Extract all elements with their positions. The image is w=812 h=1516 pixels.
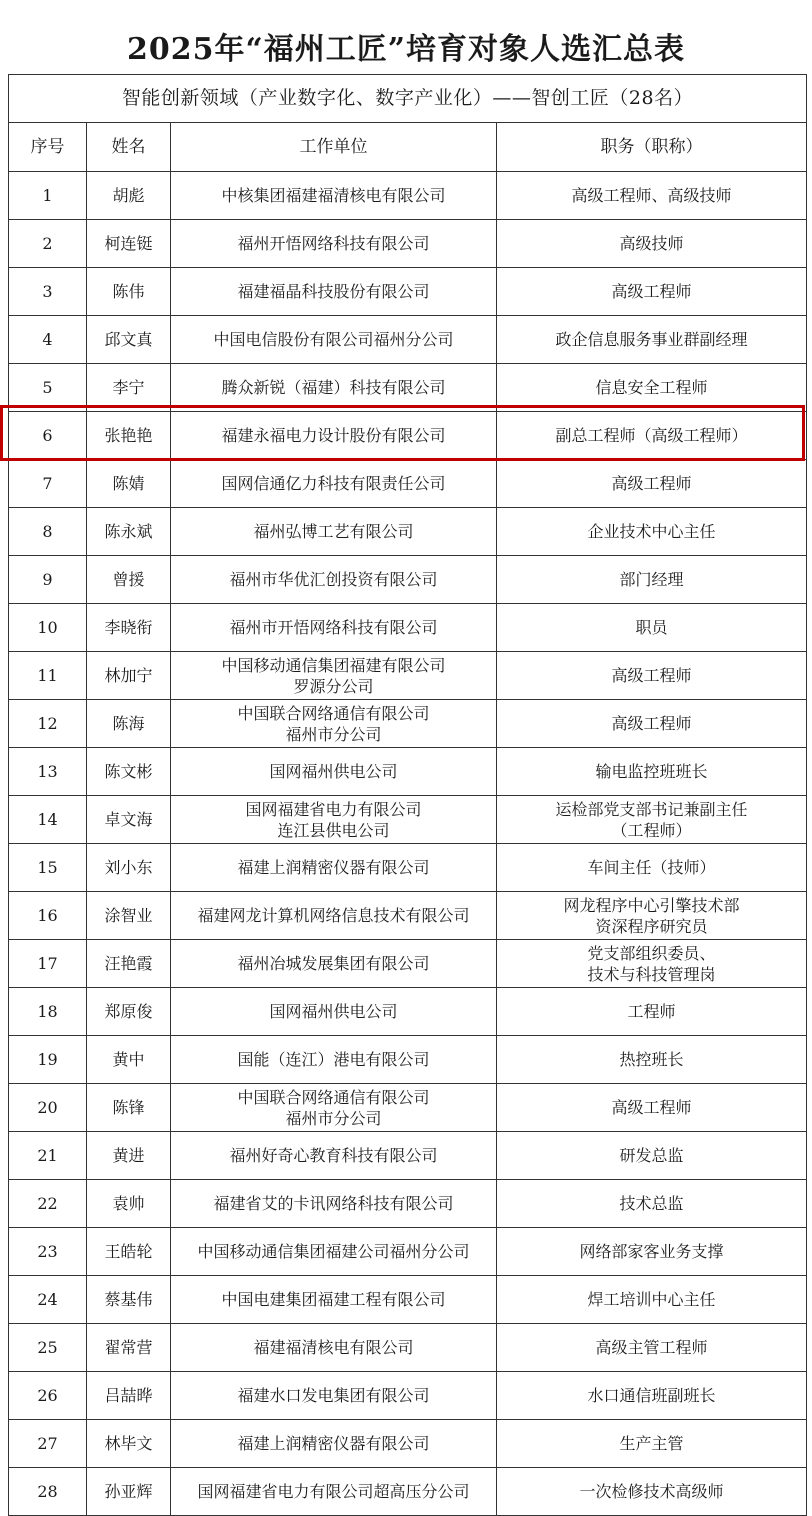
row-post: 党支部组织委员、 技术与科技管理岗 bbox=[497, 940, 807, 988]
table-row bbox=[9, 1132, 807, 1180]
row-index: 2 bbox=[9, 220, 87, 268]
row-unit: 中国移动通信集团福建有限公司 罗源分公司 bbox=[171, 652, 497, 700]
row-index: 27 bbox=[9, 1420, 87, 1468]
row-post: 企业技术中心主任 bbox=[497, 508, 807, 556]
header-unit: 工作单位 bbox=[171, 123, 497, 172]
table-row bbox=[9, 172, 807, 220]
row-index: 20 bbox=[9, 1084, 87, 1132]
table-row bbox=[9, 1468, 807, 1516]
row-index: 7 bbox=[9, 460, 87, 508]
row-post: 输电监控班班长 bbox=[497, 748, 807, 796]
row-post: 高级工程师 bbox=[497, 1084, 807, 1132]
table-row bbox=[9, 1180, 807, 1228]
row-unit: 国网福建省电力有限公司 连江县供电公司 bbox=[171, 796, 497, 844]
table-row bbox=[9, 796, 807, 844]
row-unit: 福州市开悟网络科技有限公司 bbox=[171, 604, 497, 652]
row-name: 陈锋 bbox=[87, 1084, 171, 1132]
row-name: 孙亚辉 bbox=[87, 1468, 171, 1516]
table-row bbox=[9, 1084, 807, 1132]
row-post: 一次检修技术高级师 bbox=[497, 1468, 807, 1516]
row-unit: 腾众新锐（福建）科技有限公司 bbox=[171, 364, 497, 412]
row-post: 高级工程师 bbox=[497, 460, 807, 508]
row-post: 职员 bbox=[497, 604, 807, 652]
table-row bbox=[9, 1324, 807, 1372]
row-name: 袁帅 bbox=[87, 1180, 171, 1228]
row-name: 林毕文 bbox=[87, 1420, 171, 1468]
row-index: 5 bbox=[9, 364, 87, 412]
row-name: 陈海 bbox=[87, 700, 171, 748]
row-name: 黄进 bbox=[87, 1132, 171, 1180]
table-row bbox=[9, 1372, 807, 1420]
row-index: 3 bbox=[9, 268, 87, 316]
row-unit: 国网福州供电公司 bbox=[171, 988, 497, 1036]
row-index: 23 bbox=[9, 1228, 87, 1276]
row-name: 刘小东 bbox=[87, 844, 171, 892]
row-name: 柯连铤 bbox=[87, 220, 171, 268]
row-post: 技术总监 bbox=[497, 1180, 807, 1228]
row-unit: 中国移动通信集团福建公司福州分公司 bbox=[171, 1228, 497, 1276]
row-index: 14 bbox=[9, 796, 87, 844]
row-unit: 福州弘博工艺有限公司 bbox=[171, 508, 497, 556]
row-unit: 福建水口发电集团有限公司 bbox=[171, 1372, 497, 1420]
row-name: 李晓衔 bbox=[87, 604, 171, 652]
table-row bbox=[9, 892, 807, 940]
row-index: 13 bbox=[9, 748, 87, 796]
table-row bbox=[9, 1276, 807, 1324]
row-unit: 福建上润精密仪器有限公司 bbox=[171, 1420, 497, 1468]
header-index: 序号 bbox=[9, 123, 87, 172]
row-name: 翟常营 bbox=[87, 1324, 171, 1372]
row-unit: 福建上润精密仪器有限公司 bbox=[171, 844, 497, 892]
table-row bbox=[9, 268, 807, 316]
table-row bbox=[9, 748, 807, 796]
row-unit: 中国电信股份有限公司福州分公司 bbox=[171, 316, 497, 364]
row-name: 李宁 bbox=[87, 364, 171, 412]
row-post: 部门经理 bbox=[497, 556, 807, 604]
row-name: 吕喆晔 bbox=[87, 1372, 171, 1420]
row-post: 热控班长 bbox=[497, 1036, 807, 1084]
row-name: 张艳艳 bbox=[87, 412, 171, 460]
row-index: 21 bbox=[9, 1132, 87, 1180]
row-post: 高级工程师 bbox=[497, 268, 807, 316]
row-name: 陈文彬 bbox=[87, 748, 171, 796]
row-name: 黄中 bbox=[87, 1036, 171, 1084]
row-post: 焊工培训中心主任 bbox=[497, 1276, 807, 1324]
document-title: 2025年“福州工匠”培育对象人选汇总表 bbox=[126, 32, 685, 67]
row-index: 11 bbox=[9, 652, 87, 700]
row-unit: 福州好奇心教育科技有限公司 bbox=[171, 1132, 497, 1180]
table-row bbox=[9, 1420, 807, 1468]
row-unit: 福州开悟网络科技有限公司 bbox=[171, 220, 497, 268]
row-unit: 中国电建集团福建工程有限公司 bbox=[171, 1276, 497, 1324]
row-index: 17 bbox=[9, 940, 87, 988]
candidates-table bbox=[8, 74, 807, 1516]
row-name: 郑原俊 bbox=[87, 988, 171, 1036]
table-row bbox=[9, 1036, 807, 1084]
row-post: 生产主管 bbox=[497, 1420, 807, 1468]
table-row bbox=[9, 604, 807, 652]
row-name: 陈伟 bbox=[87, 268, 171, 316]
row-name: 林加宁 bbox=[87, 652, 171, 700]
row-unit: 国网福州供电公司 bbox=[171, 748, 497, 796]
row-index: 15 bbox=[9, 844, 87, 892]
row-index: 28 bbox=[9, 1468, 87, 1516]
table-row bbox=[9, 460, 807, 508]
row-unit: 福建网龙计算机网络信息技术有限公司 bbox=[171, 892, 497, 940]
table-row bbox=[9, 508, 807, 556]
row-name: 曾援 bbox=[87, 556, 171, 604]
table-row bbox=[9, 412, 807, 460]
header-row bbox=[9, 123, 807, 172]
table-row bbox=[9, 700, 807, 748]
row-unit: 国能（连江）港电有限公司 bbox=[171, 1036, 497, 1084]
row-index: 24 bbox=[9, 1276, 87, 1324]
row-index: 4 bbox=[9, 316, 87, 364]
row-index: 26 bbox=[9, 1372, 87, 1420]
row-index: 8 bbox=[9, 508, 87, 556]
row-post: 高级工程师 bbox=[497, 700, 807, 748]
row-post: 政企信息服务事业群副经理 bbox=[497, 316, 807, 364]
category-row bbox=[9, 75, 807, 123]
table-row bbox=[9, 988, 807, 1036]
row-name: 涂智业 bbox=[87, 892, 171, 940]
row-unit: 中国联合网络通信有限公司 福州市分公司 bbox=[171, 1084, 497, 1132]
row-unit: 福州市华优汇创投资有限公司 bbox=[171, 556, 497, 604]
header-name: 姓名 bbox=[87, 123, 171, 172]
row-index: 6 bbox=[9, 412, 87, 460]
header-post: 职务（职称） bbox=[497, 123, 807, 172]
row-post: 工程师 bbox=[497, 988, 807, 1036]
row-post: 水口通信班副班长 bbox=[497, 1372, 807, 1420]
row-post: 高级技师 bbox=[497, 220, 807, 268]
table-row bbox=[9, 316, 807, 364]
row-name: 王皓轮 bbox=[87, 1228, 171, 1276]
table-row bbox=[9, 364, 807, 412]
row-post: 信息安全工程师 bbox=[497, 364, 807, 412]
row-index: 18 bbox=[9, 988, 87, 1036]
row-index: 9 bbox=[9, 556, 87, 604]
row-post: 车间主任（技师） bbox=[497, 844, 807, 892]
row-unit: 福州冶城发展集团有限公司 bbox=[171, 940, 497, 988]
row-post: 网龙程序中心引擎技术部 资深程序研究员 bbox=[497, 892, 807, 940]
table-row bbox=[9, 1228, 807, 1276]
row-unit: 中核集团福建福清核电有限公司 bbox=[171, 172, 497, 220]
row-index: 25 bbox=[9, 1324, 87, 1372]
row-name: 胡彪 bbox=[87, 172, 171, 220]
row-post: 运检部党支部书记兼副主任 （工程师） bbox=[497, 796, 807, 844]
row-unit: 中国联合网络通信有限公司 福州市分公司 bbox=[171, 700, 497, 748]
row-post: 研发总监 bbox=[497, 1132, 807, 1180]
row-index: 12 bbox=[9, 700, 87, 748]
row-index: 1 bbox=[9, 172, 87, 220]
row-unit: 国网福建省电力有限公司超高压分公司 bbox=[171, 1468, 497, 1516]
row-unit: 国网信通亿力科技有限责任公司 bbox=[171, 460, 497, 508]
table-row bbox=[9, 844, 807, 892]
row-unit: 福建福晶科技股份有限公司 bbox=[171, 268, 497, 316]
row-name: 汪艳霞 bbox=[87, 940, 171, 988]
table-row bbox=[9, 220, 807, 268]
row-post: 高级工程师、高级技师 bbox=[497, 172, 807, 220]
row-unit: 福建永福电力设计股份有限公司 bbox=[171, 412, 497, 460]
row-index: 10 bbox=[9, 604, 87, 652]
category-title: 智能创新领域（产业数字化、数字产业化）——智创工匠（28名） bbox=[9, 75, 807, 123]
row-post: 高级工程师 bbox=[497, 652, 807, 700]
row-name: 陈婧 bbox=[87, 460, 171, 508]
row-name: 蔡基伟 bbox=[87, 1276, 171, 1324]
row-post: 副总工程师（高级工程师） bbox=[497, 412, 807, 460]
table-row bbox=[9, 940, 807, 988]
row-post: 网络部家客业务支撑 bbox=[497, 1228, 807, 1276]
row-name: 邱文真 bbox=[87, 316, 171, 364]
row-post: 高级主管工程师 bbox=[497, 1324, 807, 1372]
row-index: 16 bbox=[9, 892, 87, 940]
table-row bbox=[9, 652, 807, 700]
row-unit: 福建福清核电有限公司 bbox=[171, 1324, 497, 1372]
row-index: 19 bbox=[9, 1036, 87, 1084]
row-name: 陈永斌 bbox=[87, 508, 171, 556]
row-unit: 福建省艾的卡讯网络科技有限公司 bbox=[171, 1180, 497, 1228]
table-row bbox=[9, 556, 807, 604]
row-index: 22 bbox=[9, 1180, 87, 1228]
row-name: 卓文海 bbox=[87, 796, 171, 844]
